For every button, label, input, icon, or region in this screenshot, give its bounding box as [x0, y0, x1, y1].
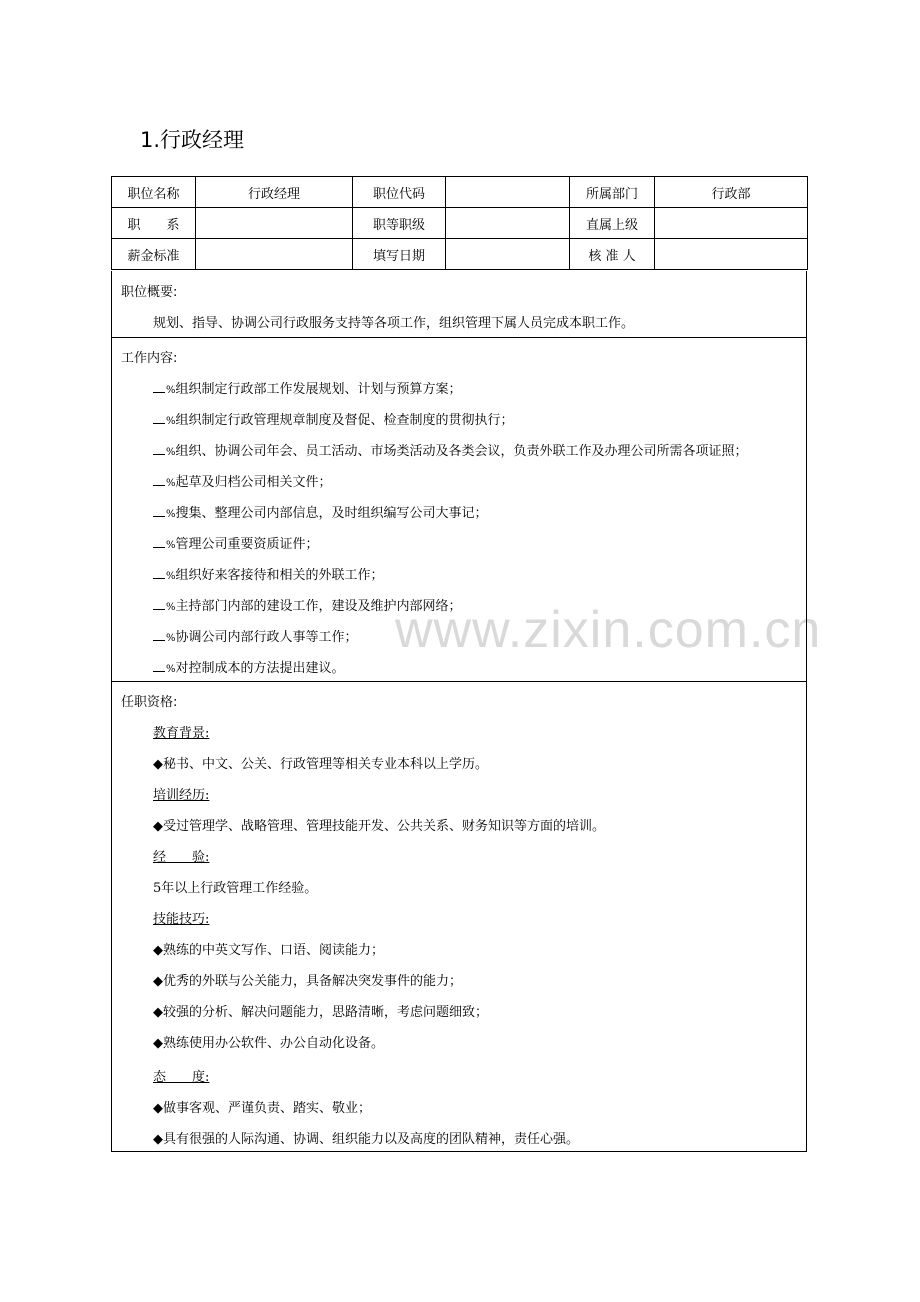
duties-section	[111, 337, 807, 682]
label-approver: 核 准 人	[570, 239, 655, 270]
summary-section	[111, 271, 807, 338]
label-position-name: 职位名称	[112, 177, 196, 208]
label-salary-standard: 薪金标准	[112, 239, 196, 270]
blank-underline	[153, 568, 165, 579]
duty-marker: %	[166, 385, 176, 396]
duty-marker: %	[166, 509, 176, 520]
duty-item	[153, 564, 384, 583]
label-department: 所属部门	[570, 177, 655, 208]
skills-label: 技能技巧:	[153, 912, 210, 927]
skills-item: ◆优秀的外联与公关能力，具备解决突发事件的能力；	[153, 974, 462, 989]
value-department: 行政部	[655, 177, 808, 208]
duty-text: 管理公司重要资质证件；	[175, 537, 319, 552]
summary-text: 规划、指导、协调公司行政服务支持等各项工作，组织管理下属人员完成本职工作。	[153, 316, 635, 331]
info-row-1	[112, 177, 808, 208]
duty-marker: %	[166, 571, 176, 582]
duty-item	[153, 626, 358, 645]
blank-underline	[153, 506, 165, 517]
watermark: www.zixin.com.cn	[395, 601, 822, 659]
duty-text: 组织好来客接待和相关的外联工作；	[175, 568, 384, 583]
qualifications-heading: 任职资格:	[121, 695, 178, 710]
value-fill-date	[446, 239, 570, 270]
duty-item	[153, 533, 319, 552]
qualifications-section	[111, 681, 807, 1152]
value-position-code	[446, 177, 570, 208]
job-info-table	[111, 176, 808, 270]
summary-heading: 职位概要:	[121, 285, 178, 300]
duty-marker: %	[166, 416, 176, 427]
label-job-family: 职 系	[112, 208, 196, 239]
value-direct-supervisor	[655, 208, 808, 239]
blank-underline	[153, 599, 165, 610]
experience-label: 经 验:	[153, 850, 210, 865]
duty-marker: %	[166, 602, 176, 613]
experience-item: 5年以上行政管理工作经验。	[153, 881, 318, 896]
attitude-item: ◆具有很强的人际沟通、协调、组织能力以及高度的团队精神，责任心强。	[153, 1132, 579, 1147]
blank-underline	[153, 475, 165, 486]
duty-marker: %	[166, 447, 176, 458]
duty-item	[153, 657, 345, 676]
blank-underline	[153, 661, 165, 672]
value-salary-standard	[196, 239, 353, 270]
duty-item	[153, 471, 332, 490]
duty-marker: %	[166, 664, 176, 675]
value-grade-level	[446, 208, 570, 239]
education-item: ◆秘书、中文、公关、行政管理等相关专业本科以上学历。	[153, 757, 488, 772]
value-approver	[655, 239, 808, 270]
value-position-name: 行政经理	[196, 177, 353, 208]
duties-heading: 工作内容:	[121, 351, 178, 366]
attitude-item: ◆做事客观、严谨负责、踏实、敬业；	[153, 1101, 371, 1116]
label-position-code: 职位代码	[353, 177, 446, 208]
blank-underline	[153, 630, 165, 641]
duty-marker: %	[166, 633, 176, 644]
training-label: 培训经历:	[153, 788, 210, 803]
duty-text: 搜集、整理公司内部信息，及时组织编写公司大事记；	[175, 506, 488, 521]
info-row-3	[112, 239, 808, 270]
label-fill-date: 填写日期	[353, 239, 446, 270]
blank-underline	[153, 444, 165, 455]
blank-underline	[153, 413, 165, 424]
skills-item: ◆较强的分析、解决问题能力，思路清晰，考虑问题细致；	[153, 1005, 488, 1020]
duty-text: 协调公司内部行政人事等工作；	[175, 630, 358, 645]
duty-marker: %	[166, 540, 176, 551]
skills-item: ◆熟练的中英文写作、口语、阅读能力；	[153, 943, 384, 958]
duty-text: 组织制定行政管理规章制度及督促、检查制度的贯彻执行；	[175, 413, 514, 428]
blank-underline	[153, 537, 165, 548]
attitude-label: 态 度:	[153, 1070, 210, 1085]
page-title: 1.行政经理	[140, 128, 245, 152]
training-item: ◆受过管理学、战略管理、管理技能开发、公共关系、财务知识等方面的培训。	[153, 819, 605, 834]
skills-item: ◆熟练使用办公软件、办公自动化设备。	[153, 1036, 384, 1051]
duty-text: 组织制定行政部工作发展规划、计划与预算方案；	[175, 382, 462, 397]
blank-underline	[153, 382, 165, 393]
duty-item	[153, 502, 488, 521]
duty-item	[153, 440, 748, 459]
duty-text: 主持部门内部的建设工作，建设及维护内部网络；	[175, 599, 462, 614]
duty-text: 对控制成本的方法提出建议。	[175, 661, 345, 676]
education-label: 教育背景:	[153, 726, 210, 741]
info-row-2	[112, 208, 808, 239]
duty-text: 组织、协调公司年会、员工活动、市场类活动及各类会议，负责外联工作及办理公司所需各项证照；	[175, 444, 748, 459]
duty-item	[153, 409, 514, 428]
duty-item	[153, 595, 462, 614]
label-direct-supervisor: 直属上级	[570, 208, 655, 239]
value-job-family	[196, 208, 353, 239]
duty-item	[153, 378, 462, 397]
duty-marker: %	[166, 478, 176, 489]
label-grade-level: 职等职级	[353, 208, 446, 239]
duty-text: 起草及归档公司相关文件；	[175, 475, 332, 490]
